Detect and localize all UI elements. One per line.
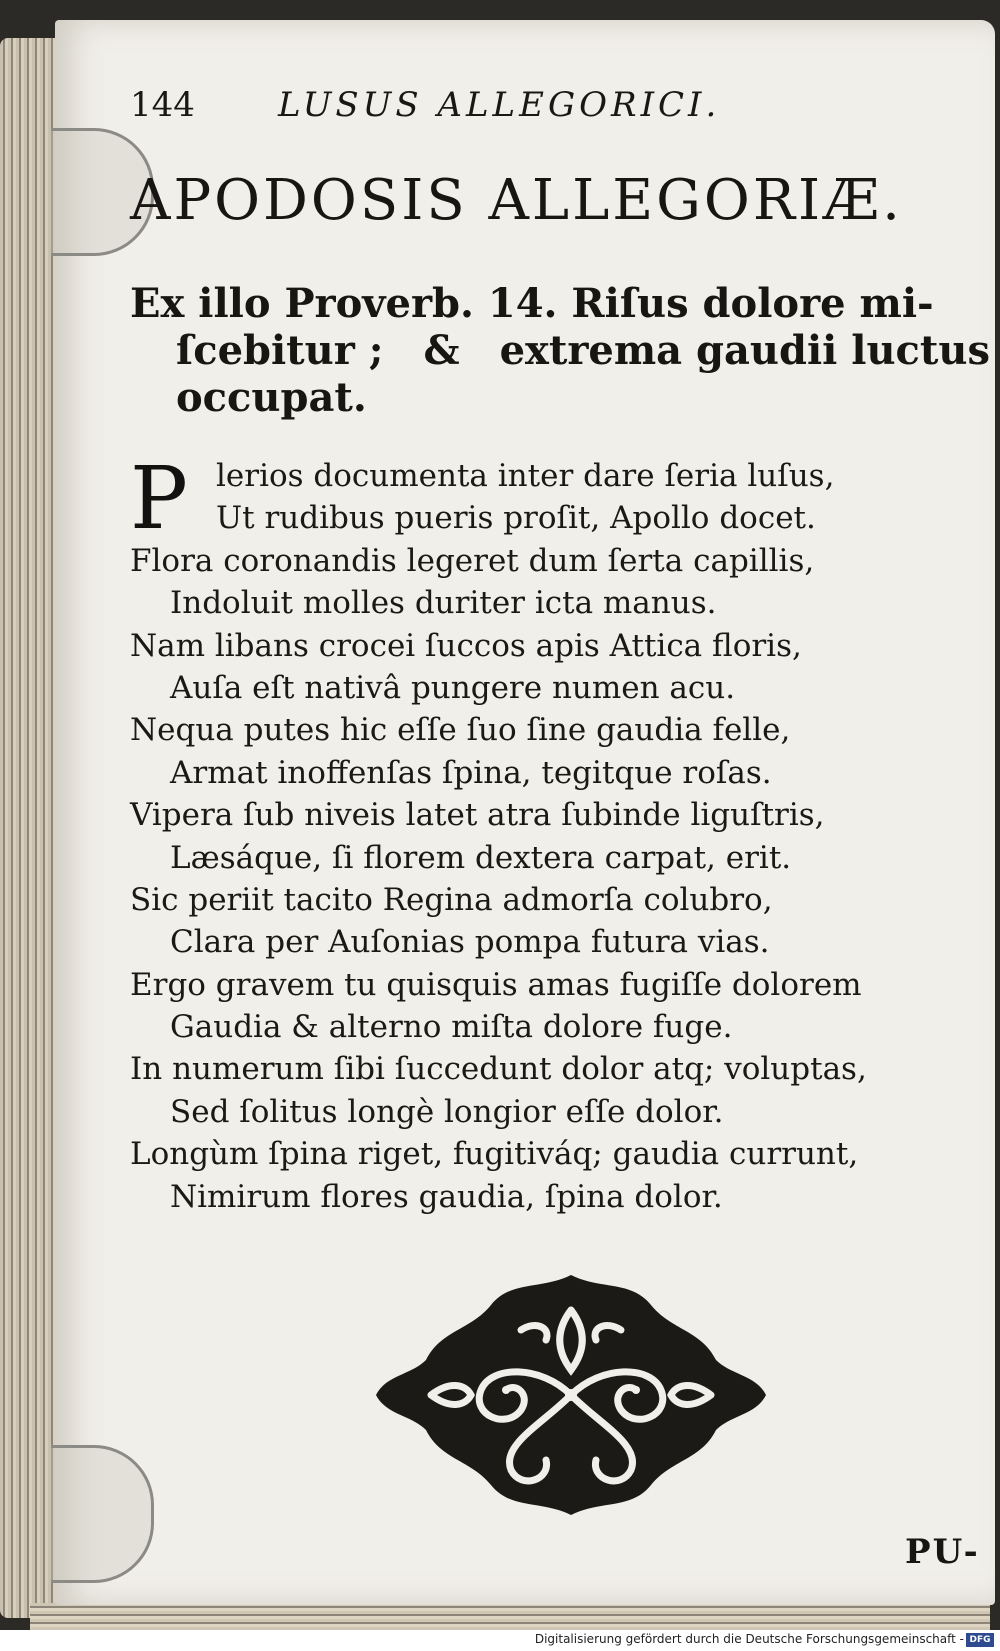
book-page bbox=[55, 20, 995, 1605]
poem-line: Ut rudibus pueris proſit, Apollo docet. bbox=[216, 500, 816, 537]
poem-line: In numerum ſibi ſuccedunt dolor atq; voluptas, bbox=[130, 1051, 867, 1088]
poem-line: Clara per Auſonias pompa futura vias. bbox=[170, 924, 770, 961]
catchword: PU- bbox=[905, 1532, 980, 1572]
page-heading: APODOSIS ALLEGORIÆ. bbox=[130, 168, 903, 233]
epigraph-line: Ex illo Proverb. 14. Riſus dolore mi- bbox=[130, 280, 934, 327]
poem-line: Læsáque, ſi florem dextera carpat, erit. bbox=[170, 839, 792, 876]
drop-cap: P bbox=[130, 449, 188, 549]
poem-line: Sic periit tacito Regina admorſa colubro, bbox=[130, 881, 773, 918]
poem-line: Auſa eſt nativâ pungere numen acu. bbox=[170, 669, 736, 706]
poem bbox=[130, 449, 1000, 1218]
epigraph-line: occupat. bbox=[176, 374, 367, 421]
running-head bbox=[130, 85, 830, 135]
book bbox=[0, 18, 1000, 1628]
epigraph bbox=[130, 280, 990, 421]
poem-line: Longùm ſpina riget, fugitiváq; gaudia currunt, bbox=[130, 1136, 859, 1173]
epigraph-fragment: ſcebitur ; bbox=[176, 327, 384, 374]
poem-line: Flora coronandis legeret dum ſerta capillis, bbox=[130, 542, 815, 579]
page-clip-bottom bbox=[51, 1445, 154, 1583]
poem-line: lerios documenta inter dare ſeria luſus, bbox=[216, 458, 835, 494]
epigraph-fragment: & bbox=[423, 327, 460, 374]
ornament-vignette bbox=[371, 1270, 771, 1520]
epigraph-fragment: extrema gaudii luctus bbox=[499, 327, 990, 374]
footer-credit: Digitalisierung gefördert durch die Deutsche Forschungsgemeinschaft - bbox=[534, 1632, 964, 1646]
poem-line: Sed ſolitus longè longior eſſe dolor. bbox=[170, 1093, 724, 1130]
poem-line: Nam libans crocei ſuccos apis Attica floris, bbox=[130, 627, 802, 664]
page-edges-bottom bbox=[30, 1603, 990, 1633]
page-number: 144 bbox=[130, 85, 195, 125]
poem-line: Ergo gravem tu quisquis amas fugiſſe dolorem bbox=[130, 966, 862, 1003]
poem-line: Vipera ſub niveis latet atra ſubinde liguſtris, bbox=[130, 797, 825, 834]
running-title: LUSUS ALLEGORICI. bbox=[278, 85, 721, 125]
poem-line: Gaudia & alterno miſta dolore fuge. bbox=[170, 1009, 733, 1046]
footer-bar bbox=[0, 1630, 1000, 1651]
dfg-logo: DFG bbox=[966, 1633, 994, 1647]
poem-line: Nimirum flores gaudia, ſpina dolor. bbox=[170, 1178, 723, 1215]
poem-line: Nequa putes hic eſſe ſuo ſine gaudia felle, bbox=[130, 712, 791, 749]
epigraph-line bbox=[130, 327, 990, 374]
poem-line: Armat inoffenſas ſpina, tegitque roſas. bbox=[170, 754, 772, 791]
poem-line: Indoluit molles duriter icta manus. bbox=[170, 585, 717, 622]
